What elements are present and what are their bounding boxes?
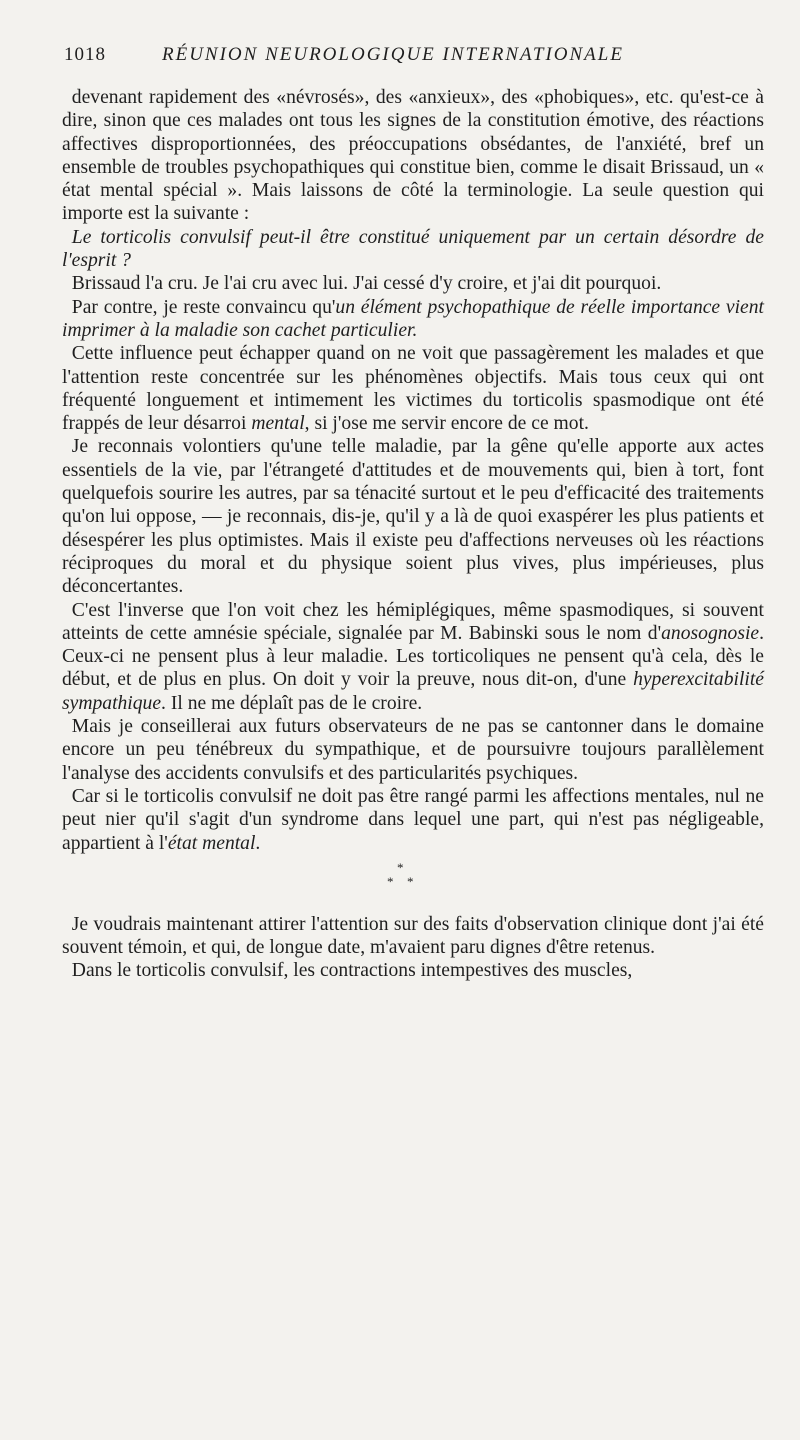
paragraphs-after-divider [62, 913, 764, 983]
text-run: Je voudrais maintenant attirer l'attention sur des faits d'observation clinique dont j'ai été souvent témoin, et qui, de longue date, m'avaient paru dignes d'être retenus. [62, 913, 764, 959]
page-header [64, 40, 764, 70]
paragraph [62, 226, 764, 273]
text-run: . Ceux-ci ne pensent plus à leur maladie. Les torticoliques ne pensent qu'à cela, dès le début, et de plus en plus. On doit y voir la preuve, nous dit-on, d'une [62, 622, 764, 691]
paragraph [62, 959, 764, 982]
paragraph [62, 435, 764, 598]
text-run: Dans le torticolis convulsif, les contractions intempestives des muscles, [71, 960, 633, 982]
italic-text: état mental [167, 832, 256, 854]
spacer [62, 903, 764, 913]
divider-star: * [397, 859, 404, 875]
italic-text: anosognosie [661, 622, 760, 644]
italic-text: Le torticolis convulsif peut-il être constitué uniquement par un certain désordre de l'esprit ? [62, 226, 764, 272]
divider-star: * [387, 873, 394, 889]
running-title: RÉUNION NEUROLOGIQUE INTERNATIONALE [162, 44, 624, 65]
italic-text: un élément psychopathique de réelle importance vient imprimer à la maladie son cachet particulier. [62, 296, 764, 341]
paragraph [62, 296, 764, 343]
paragraph [62, 272, 764, 295]
paragraph [62, 785, 764, 855]
text-run: Cette influence peut échapper quand on ne voit que passagèrement les malades et que l'attention reste concentrée sur les phénomènes objectifs. Mais tous ceux qui ont fréquenté longuement et intimement les victimes du torticolis spasmodique ont été frappés de leur désarroi [62, 343, 764, 435]
text-run: . Il ne me déplaît pas de le croire. [161, 692, 423, 714]
text-run: . [255, 832, 261, 854]
italic-text: mental [251, 413, 305, 435]
page-number: 1018 [64, 44, 106, 65]
section-divider [62, 855, 764, 903]
text-run: Mais je conseillerai aux futurs observateurs de ne pas se cantonner dans le domaine encore un peu ténébreux du sympathique, et de poursuivre toujours parallèlement l'analyse des accidents convulsifs et des particularités psychiques. [62, 716, 764, 784]
text-run: Car si le torticolis convulsif ne doit pas être rangé parmi les affections mentales, nul ne peut nier qu'il s'agit d'un syndrome dans lequel une part, qui n'est pas négligeable, appartient à l' [62, 785, 764, 854]
paragraph [62, 342, 764, 435]
text-run: Brissaud l'a cru. Je l'ai cru avec lui. J'ai cessé d'y croire, et j'ai dit pourquoi. [71, 273, 662, 295]
text-run: C'est l'inverse que l'on voit chez les hémiplégiques, même spasmodiques, si souvent atteints de cette amnésie spéciale, signalée par M. Babinski sous le nom d' [62, 599, 764, 644]
text-run: Je reconnais volontiers qu'une telle maladie, par la gêne qu'elle apporte aux actes essentiels de la vie, par l'étrangeté d'attitudes et de mouvements qui, bien à tort, font quelquefois sourire les autres, par sa ténacité surtout et le peu d'efficacité des traitements qu'on lui oppose, — je reconnais, dis-je, qu'il y a là de quoi exaspérer les plus patients et désespérer les plus optimistes. Mais il existe peu d'affections nerveuses où les réactions réciproques du moral et du physique soient plus vives, plus impérieuses, plus déconcertantes. [62, 436, 764, 598]
body-text [62, 86, 764, 983]
paragraph [62, 913, 764, 960]
paragraph [62, 86, 764, 226]
paragraphs-before-divider [62, 86, 764, 855]
text-run: devenant rapidement des «névrosés», des «anxieux», des «phobiques», etc. qu'est-ce à dire, sinon que ces malades ont tous les signes de la constitution émotive, des réactions affectives disproportionnées, des préoccupations obsédantes, de l'anxiété, bref un ensemble de troubles psychopathiques qui constitue bien, comme le disait Brissaud, un « état mental spécial ». Mais laissons de côté la terminologie. La seule question qui importe est la suivante : [62, 87, 764, 225]
italic-text: hyperexcitabilité sympathique [62, 669, 764, 714]
paragraph [62, 599, 764, 715]
divider-star: * [407, 873, 414, 889]
text-run: Par contre, je reste convaincu qu' [71, 296, 336, 318]
paragraph [62, 715, 764, 785]
text-run: , si j'ose me servir encore de ce mot. [304, 413, 589, 435]
